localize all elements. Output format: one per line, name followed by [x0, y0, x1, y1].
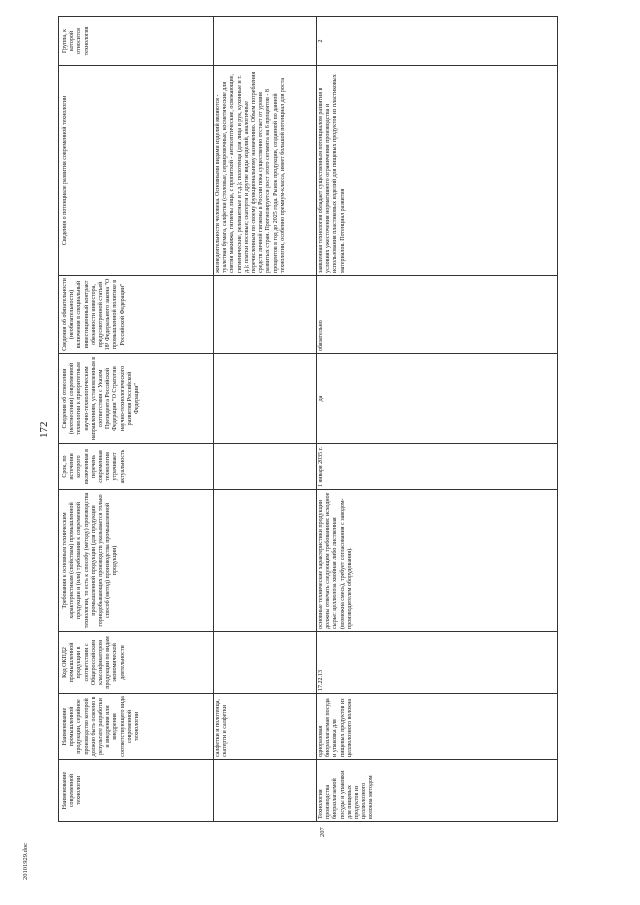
cell-empty	[214, 354, 317, 444]
rotated-table-region	[58, 17, 573, 837]
cell-empty	[214, 632, 317, 694]
header-development-potential: Сведения о потенциале развития современной технологии	[59, 66, 214, 276]
table-continuation-row	[214, 17, 317, 822]
table-row	[317, 17, 558, 822]
cell-requirements: основные технические характеристики продукции должны отвечать следующим требованиям: исходное сырье: целлюлоза хвойная либо лиственная (возможна смесь), требует согласования с заводом-производителем оборудования).	[317, 490, 558, 632]
technology-name-text: Технология производства биоразлагаемой посуды и упаковки для пищевых продуктов из целлюлозного волокна методом	[318, 770, 375, 819]
cell-development-potential: заявленная технология обладает существенным потенциалом развития в условиях ужесточения нормативного ограничения производства и использования пластиковых изделий для пищевых продуктов из пластиковых материалов. Потенциал развития	[317, 66, 558, 276]
header-contract-obligation: Сведения об обязательности (необязательности) включения в специальный инвестиционный контракт обязанности инвестора, предусмотренной статьей 18¹ Федерального закона "О промышленной политике в Российской Федерации"	[59, 276, 214, 354]
header-technology-name: Наименование современной технологии	[59, 760, 214, 822]
cell-product-name: одноразовая биоразлагаемая посуда и упаковка для пищевых продуктов из целлюлозного волокна	[317, 694, 558, 760]
cell-potential-continuation: жизнедеятельности человека. Основными видами изделий являются - туалетная бумага, салфетки (столовые, сервировочные, косметические для снятия макияжа, гигиены лица, с пропиткой - антисептические, освежающие, гигиенические, релевантные и т.д.); полотенца (для лица и рук, кухонные и т. д.); платки носовые; скатерти и другие виды изделий, аналогичные перечисленным по своему функциональному назначению. Объем потребления средств личной гигиены в России пока существенно отстает от уровня развитых стран. Прогнозируется рост этого сегмента на 6 процентов - 8 процентов в год до 2025 года. Рынок продукции, созданной по данной технологии, особенно премиум-класса, имеет большой потенциал для роста	[214, 66, 317, 276]
cell-product-continuation: салфетки и полотенца, скатерти и салфетки	[214, 694, 317, 760]
header-requirements: Требования к основным техническим характеристикам (свойствам) промышленной продукции и (или) требования к современной технологии, то есть к способу (методу) производства промышленной продукции (для продукции горнодобывающих производств указывается только способ (метод) производства промышленной продукции)	[59, 490, 214, 632]
cell-empty	[214, 444, 317, 490]
cell-expiry-term: 1 января 2035 г.	[317, 444, 558, 490]
header-expiry-term: Срок, по истечении которого включенная в перечень современная технология утрачивает актуальность	[59, 444, 214, 490]
header-technology-group: Группа, к которой относится технология	[59, 17, 214, 66]
cell-empty	[214, 17, 317, 66]
cell-technology-name	[317, 760, 558, 837]
cell-priority-directions: да	[317, 354, 558, 444]
row-number: 207	[319, 827, 326, 837]
cell-empty	[214, 276, 317, 354]
cell-empty	[214, 760, 317, 822]
technology-table	[58, 16, 558, 837]
cell-technology-group: 2	[317, 17, 558, 66]
header-priority-directions: Сведения об отнесении (неотнесении) современной технологии к приоритетным научно-технологическим направлениям, установленным в соответствии с Указом Президента Российской Федерации "О Стратегии научно-технологического развития Российской Федерации"	[59, 354, 214, 444]
header-product-name: Наименование промышленной продукции, серийное производство которой должно быть освоено в результате разработки и внедрения или внедрения соответствующего вида современной технологии	[59, 694, 214, 760]
cell-okpd2-code: 17.22.13	[317, 632, 558, 694]
cell-empty	[214, 490, 317, 632]
table-header-row	[59, 17, 214, 822]
page-number: 172	[38, 421, 50, 438]
cell-contract-obligation: обязательно	[317, 276, 558, 354]
footer-filename: 20101929.doc	[22, 842, 29, 880]
header-okpd2-code: Код ОКПД2 промышленной продукции в соответствии с Общероссийским классификатором продукции по видам экономической деятельности	[59, 632, 214, 694]
